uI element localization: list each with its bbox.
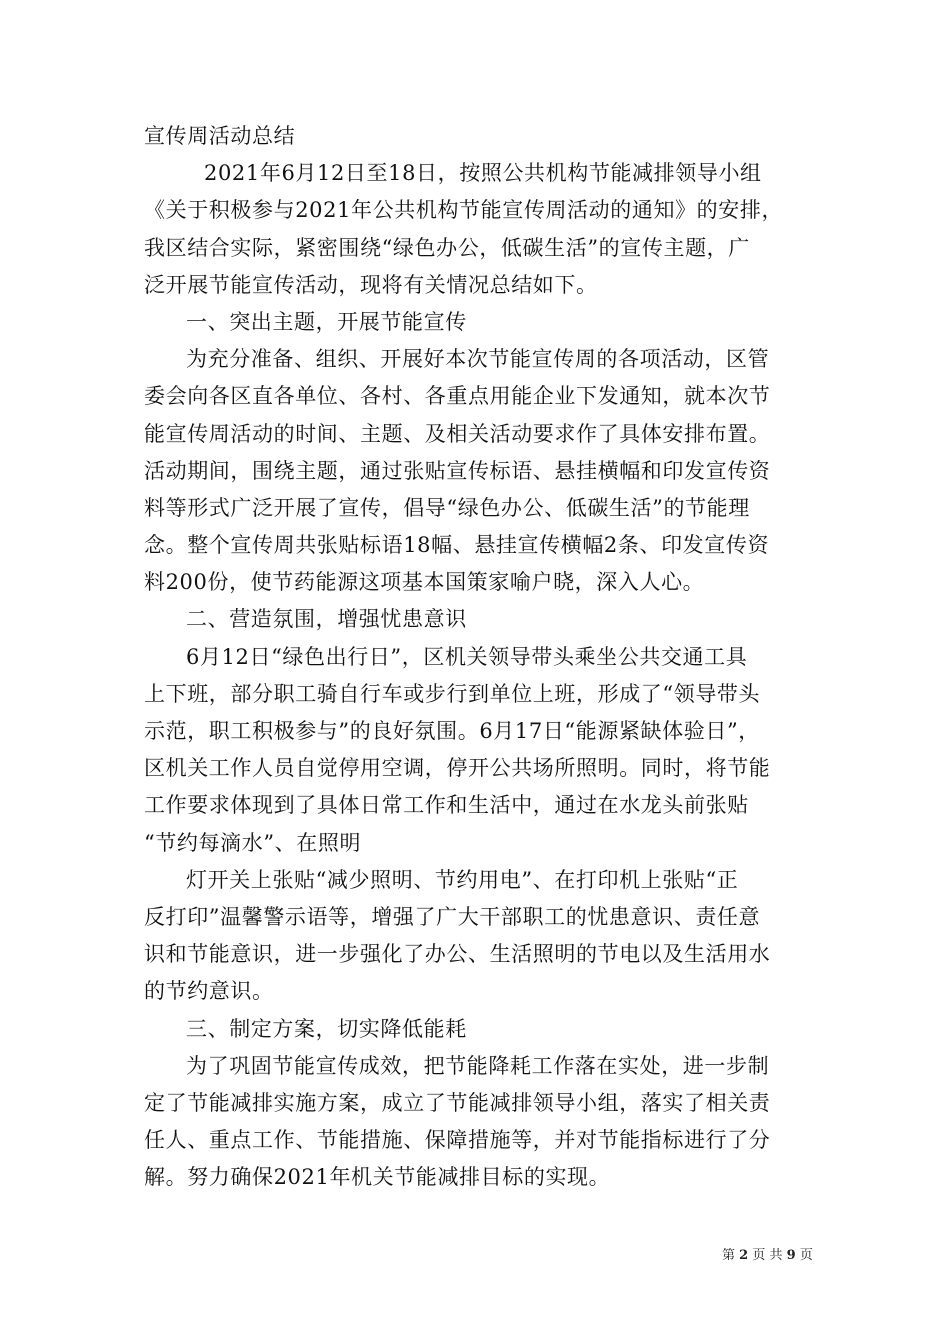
footer-prefix: 第: [722, 1248, 736, 1263]
page-number-footer: [722, 1248, 813, 1264]
footer-suffix: 页: [799, 1248, 813, 1263]
paragraph-line: 工作要求体现到了具体日常工作和生活中，通过在水龙头前张贴: [144, 793, 749, 818]
paragraph-line: 泛开展节能宣传活动，现将有关情况总结如下。: [144, 272, 598, 297]
paragraph-line: 料200份，使节药能源这项基本国策家喻户晓，深入人心。: [144, 570, 705, 595]
paragraph-line: 能宣传周活动的时间、主题、及相关活动要求作了具体安排布置。: [144, 421, 771, 446]
paragraph-line: 解。努力确保2021年机关节能减排目标的实现。: [144, 1165, 611, 1190]
section-heading-2: 二、营造氛围，增强忧患意识: [186, 607, 467, 632]
paragraph-line: 料等形式广泛开展了宣传，倡导“绿色办公、低碳生活”的节能理: [144, 495, 750, 520]
paragraph-line: 活动期间，围绕主题，通过张贴宣传标语、悬挂横幅和印发宣传资: [144, 458, 771, 483]
paragraph-line: 定了节能减排实施方案，成立了节能减排领导小组，落实了相关责: [144, 1090, 771, 1115]
document-title: 宣传周活动总结: [144, 124, 296, 148]
paragraph-line: 上下班，部分职工骑自行车或步行到单位上班，形成了“领导带头: [144, 681, 761, 706]
paragraph-line: 反打印”温馨警示语等，增强了广大干部职工的忧患意识、责任意: [144, 904, 761, 929]
paragraph-line: “节约每滴水”、在照明: [144, 830, 362, 855]
paragraph-line: 示范，职工积极参与”的良好氛围。6月17日“能源紧缺体验日”，: [144, 719, 760, 743]
footer-middle: 页 共: [752, 1248, 783, 1263]
paragraph-line: 为充分准备、组织、开展好本次节能宣传周的各项活动，区管: [186, 347, 770, 372]
paragraph-line: 6月12日“绿色出行日”，区机关领导带头乘坐公共交通工具: [186, 644, 748, 669]
section-heading-3: 三、制定方案，切实降低能耗: [186, 1016, 467, 1041]
paragraph-line: 《关于积极参与2021年公共机构节能宣传周活动的通知》的安排，: [144, 198, 784, 223]
paragraph-line: 的节约意识。: [144, 979, 274, 1004]
paragraph-line: 2021年6月12日至18日，按照公共机构节能减排领导小组: [204, 161, 762, 186]
paragraph-line: 区机关工作人员自觉停用空调，停开公共场所照明。同时，将节能: [144, 756, 771, 781]
paragraph-line: 委会向各区直各单位、各村、各重点用能企业下发通知，就本次节: [144, 384, 771, 409]
section-heading-1: 一、突出主题，开展节能宣传: [186, 309, 467, 334]
current-page-number: 2: [739, 1248, 749, 1263]
paragraph-line: 我区结合实际，紧密围绕“绿色办公，低碳生活”的宣传主题，广: [144, 235, 750, 260]
paragraph-line: 灯开关上张贴“减少照明、节约用电”、在打印机上张贴“正: [186, 867, 739, 892]
paragraph-line: 为了巩固节能宣传成效，把节能降耗工作落在实处，进一步制: [186, 1053, 770, 1078]
document-body: [144, 118, 808, 1196]
total-pages-number: 9: [786, 1248, 796, 1263]
paragraph-line: 念。整个宣传周共张贴标语18幅、悬挂宣传横幅2条、印发宣传资: [144, 533, 770, 558]
paragraph-line: 任人、重点工作、节能措施、保障措施等，并对节能指标进行了分: [144, 1128, 771, 1153]
paragraph-line: 识和节能意识，进一步强化了办公、生活照明的节电以及生活用水: [144, 942, 771, 967]
